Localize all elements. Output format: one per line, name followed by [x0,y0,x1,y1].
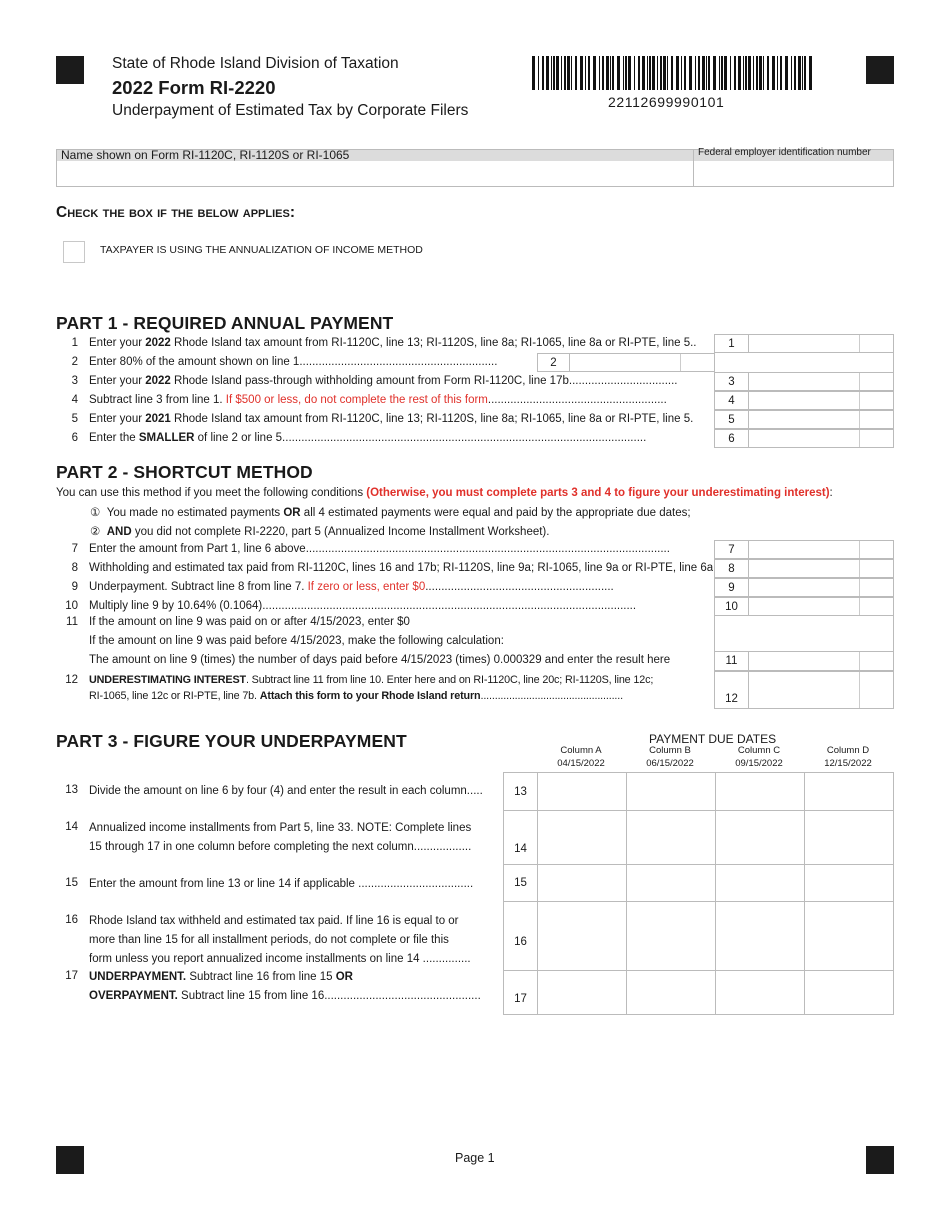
line-7-box-number: 7 [714,540,749,559]
line-14-column-a-input[interactable] [537,810,627,865]
form-subtitle: Underpayment of Estimated Tax by Corporate Filers [112,102,469,119]
line-17-text-b: OVERPAYMENT. Subtract line 15 from line 16................................................. [89,990,481,1002]
line-11-amount-input[interactable] [748,651,894,671]
part3-title: PART 3 - FIGURE YOUR UNDERPAYMENT [56,731,407,751]
circled-2-icon: ② [90,526,101,538]
line-number: 17 [65,970,78,982]
line-16-column-a-input[interactable] [537,901,627,971]
line-13-text: Divide the amount on line 6 by four (4) and enter the result in each column..... [89,785,483,797]
line-16-text-c: form unless you report annualized income installments on line 14 ............... [89,953,471,965]
line-16-column-b-input[interactable] [626,901,716,971]
line-5-text: Enter your 2021 Rhode Island tax amount from RI-1120C, line 13; RI-1120S, line 8a; RI-1065, line 8a or RI-PTE, line 5. [89,413,694,425]
line-11-blank-area [714,615,894,652]
line-15-column-b-input[interactable] [626,864,716,902]
line-13-column-b-input[interactable] [626,772,716,811]
line-16-text-b: more than line 15 for all installment periods, do not complete or file this [89,934,449,946]
line-17-text-a: UNDERPAYMENT. Subtract line 16 from line 15 OR [89,971,353,983]
line-6-amount-input[interactable] [748,429,894,448]
line-7-amount-input[interactable] [748,540,894,559]
line-number: 12 [65,674,78,686]
line-number: 11 [66,616,78,628]
registration-mark-bottom-left [56,1146,84,1174]
line-8-box-number: 8 [714,559,749,578]
line-2-box-number: 2 [537,353,570,372]
column-header-date: 09/15/2022 [735,758,783,769]
line-9-amount-input[interactable] [748,578,894,597]
line-number: 16 [65,914,78,926]
line-9-box-number: 9 [714,578,749,597]
line-12-text-a: UNDERESTIMATING INTEREST. Subtract line 11 from line 10. Enter here and on RI-1120C, line 20c; RI-1120S, line 12c; [89,674,654,686]
line-10-box-number: 10 [714,597,749,616]
line-8-amount-input[interactable] [748,559,894,578]
line-14-text-a: Annualized income installments from Part 5, line 33. NOTE: Complete lines [89,822,472,834]
line-13-box-number: 13 [503,772,538,811]
line-11-box-number: 11 [714,651,749,671]
line-10-amount-input[interactable] [748,597,894,616]
line-15-text: Enter the amount from line 13 or line 14 if applicable .................................... [89,878,474,890]
line-12-box-number: 12 [714,671,749,709]
column-header-name: Column B [649,745,691,756]
line-4-amount-input[interactable] [748,391,894,410]
circled-1-icon: ① [90,507,101,519]
line-number: 5 [71,413,78,425]
line-17-column-c-input[interactable] [715,970,805,1015]
line-number: 10 [65,600,78,612]
column-header-date: 06/15/2022 [646,758,694,769]
registration-mark-top-left [56,56,84,84]
line-16-column-c-input[interactable] [715,901,805,971]
annualization-checkbox[interactable] [63,241,85,263]
line-16-column-d-input[interactable] [804,901,894,971]
part1-title: PART 1 - REQUIRED ANNUAL PAYMENT [56,313,394,333]
line-number: 15 [65,877,78,889]
line-12-amount-input[interactable] [748,671,894,709]
payment-due-dates-label: PAYMENT DUE DATES [649,732,777,746]
line-11-text-b: If the amount on line 9 was paid before 4/15/2023, make the following calculation: [89,635,504,647]
line-15-column-a-input[interactable] [537,864,627,902]
line-8-text: Withholding and estimated tax paid from RI-1120C, lines 16 and 17b; RI-1120S, line 9a; RI-1065, line 9a or RI-PTE, line 6a [89,562,713,574]
part2-condition-2: ② AND you did not complete RI-2220, part 5 (Annualized Income Installment Worksheet). [90,526,550,538]
column-header-date: 04/15/2022 [557,758,605,769]
line-16-text-a: Rhode Island tax withheld and estimated tax paid. If line 16 is equal to or [89,915,459,927]
line-2-blank [714,353,894,372]
annualization-label: TAXPAYER IS USING THE ANNUALIZATION OF INCOME METHOD [100,244,423,256]
line-11-text-a: If the amount on line 9 was paid on or after 4/15/2023, enter $0 [89,616,410,628]
line-6-box-number: 6 [714,429,749,448]
line-1-text: Enter your 2022 Rhode Island tax amount from RI-1120C, line 13; RI-1120S, line 8a; RI-1065, line 8a or RI-PTE, line 5.. [89,337,697,349]
part2-condition-1: ① You made no estimated payments OR all 4 estimated payments were equal and paid by the appropriate due dates; [90,507,691,519]
line-5-box-number: 5 [714,410,749,429]
taxpayer-info-box [56,149,894,187]
line-number: 6 [71,432,78,444]
line-7-text: Enter the amount from Part 1, line 6 above.................................................................................................................. [89,543,670,555]
fein-input[interactable] [697,162,889,184]
line-2-text: Enter 80% of the amount shown on line 1.............................................................. [89,356,498,368]
barcode [530,56,818,90]
line-13-column-a-input[interactable] [537,772,627,811]
registration-mark-bottom-right [866,1146,894,1174]
line-15-column-c-input[interactable] [715,864,805,902]
column-header-name: Column C [737,745,781,756]
line-number: 2 [71,356,78,368]
line-11-text-c: The amount on line 9 (times) the number of days paid before 4/15/2023 (times) 0.000329 and enter the result here [89,654,671,666]
line-1-box-number: 1 [714,334,749,353]
line-15-column-d-input[interactable] [804,864,894,902]
line-2-amount-input[interactable] [569,353,715,372]
part2-title: PART 2 - SHORTCUT METHOD [56,462,313,482]
form-title: 2022 Form RI-2220 [112,77,276,98]
column-header-date: 12/15/2022 [824,758,872,769]
line-6-text: Enter the SMALLER of line 2 or line 5.................................................................................................................. [89,432,647,444]
line-17-column-b-input[interactable] [626,970,716,1015]
column-header-name: Column D [826,745,870,756]
line-14-text-b: 15 through 17 in one column before completing the next column.................. [89,841,472,853]
line-13-column-c-input[interactable] [715,772,805,811]
line-number: 8 [71,562,78,574]
line-1-amount-input[interactable] [748,334,894,353]
line-3-box-number: 3 [714,372,749,391]
line-14-column-b-input[interactable] [626,810,716,865]
line-17-column-a-input[interactable] [537,970,627,1015]
line-3-amount-input[interactable] [748,372,894,391]
line-9-text: Underpayment. Subtract line 8 from line 7. If zero or less, enter $0........................................................... [89,581,614,593]
fein-label: Federal employer identification number [698,147,871,158]
line-number: 9 [71,581,78,593]
line-15-box-number: 15 [503,864,538,902]
line-14-column-d-input[interactable] [804,810,894,865]
line-number: 3 [71,375,78,387]
registration-mark-top-right [866,56,894,84]
name-input[interactable] [59,162,689,184]
barcode-number: 22112699990101 [608,94,725,110]
line-14-column-c-input[interactable] [715,810,805,865]
line-10-text: Multiply line 9 by 10.64% (0.1064)..................................................................................................................... [89,600,637,612]
line-12-text-b: RI-1065, line 12c or RI-PTE, line 7b. Attach this form to your Rhode Island return.................................................. [89,690,623,702]
line-number: 4 [71,394,78,406]
line-4-box-number: 4 [714,391,749,410]
name-label: Name shown on Form RI-1120C, RI-1120S or RI-1065 [61,148,350,162]
line-5-amount-input[interactable] [748,410,894,429]
line-number: 13 [65,784,78,796]
line-4-text: Subtract line 3 from line 1. If $500 or less, do not complete the rest of this form........................................................ [89,394,667,406]
line-number: 14 [65,821,78,833]
line-number: 7 [71,543,78,555]
line-17-box-number: 17 [503,970,538,1015]
line-3-text: Enter your 2022 Rhode Island pass-through withholding amount from Form RI-1120C, line 17b.................................. [89,375,678,387]
line-number: 1 [71,337,78,349]
line-17-column-d-input[interactable] [804,970,894,1015]
agency-name: State of Rhode Island Division of Taxation [112,55,399,72]
column-header-name: Column A [560,745,602,756]
check-box-heading: Check the box if the below applies: [56,204,295,221]
line-16-box-number: 16 [503,901,538,971]
part2-intro: You can use this method if you meet the following conditions (Otherwise, you must complete parts 3 and 4 to figure your underestimating interest): [56,487,833,499]
line-14-box-number: 14 [503,810,538,865]
line-13-column-d-input[interactable] [804,772,894,811]
page-number: Page 1 [455,1151,495,1165]
